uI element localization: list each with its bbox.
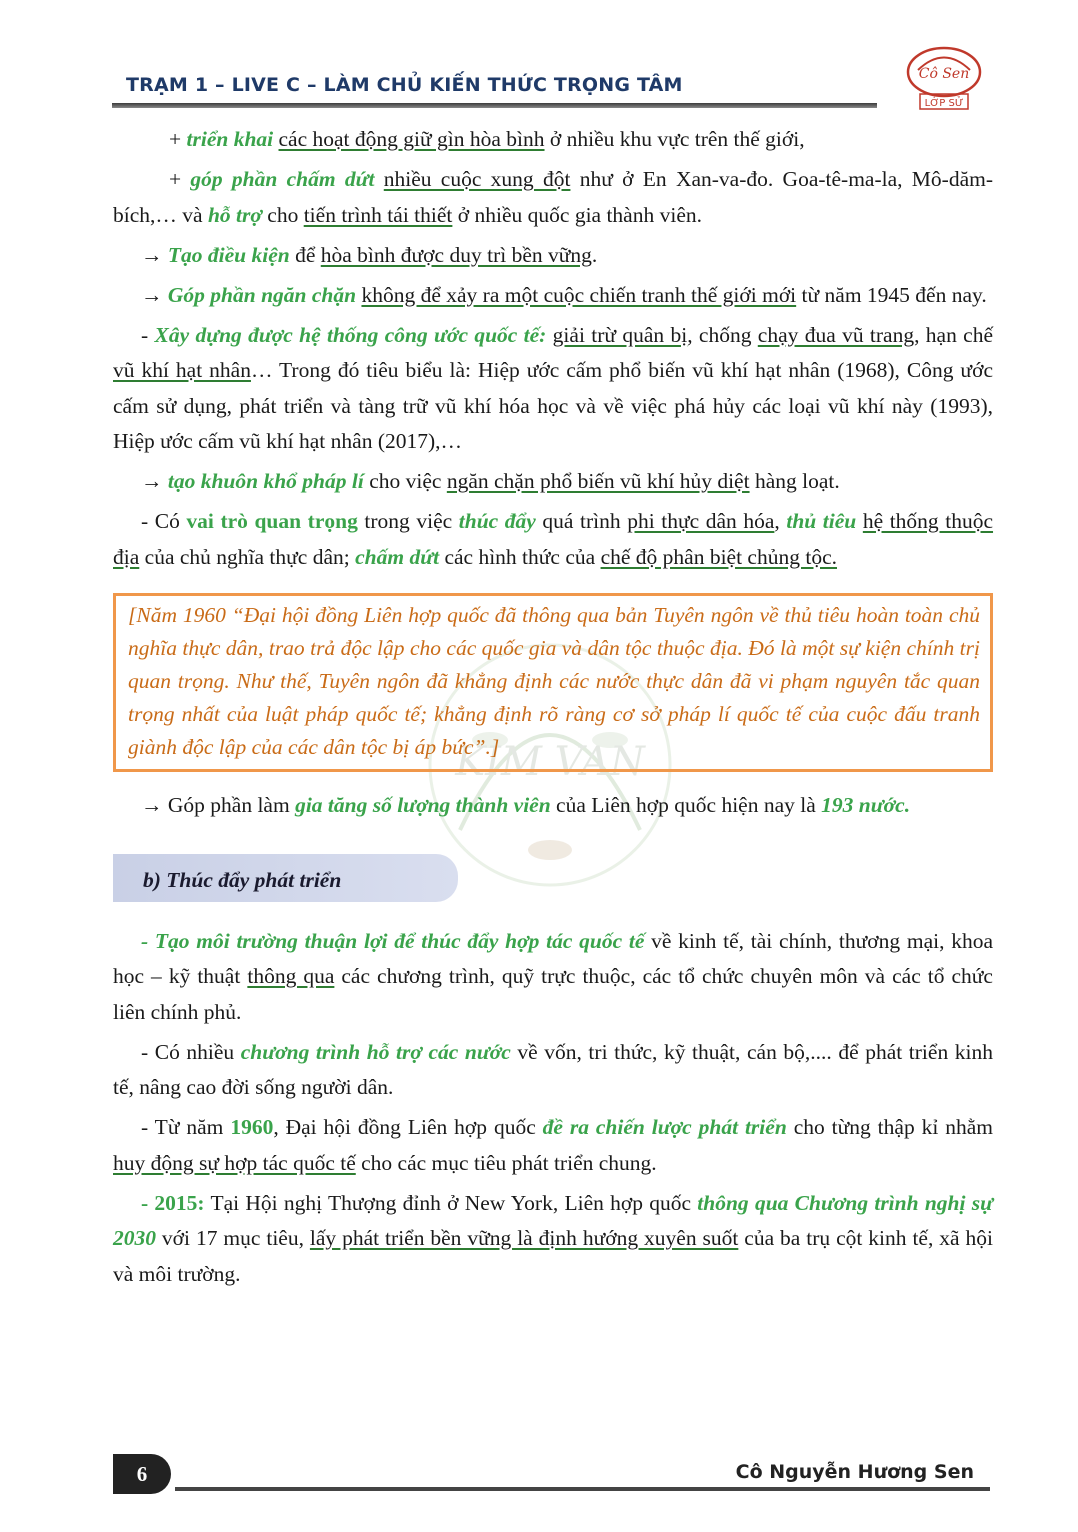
paragraph: - Tạo môi trường thuận lợi để thúc đẩy hợp tác quốc tế về kinh tế, tài chính, thương mại, khoa học – kỹ thuật thông qua các chương trình, quỹ trực thuộc, các tổ chức chuyên môn và các tổ chức liên chính phủ. [113, 928, 994, 1024]
paragraph: → Tạo điều kiện để hòa bình được duy trì bền vững. [141, 242, 598, 267]
paragraph: + góp phần chấm dứt nhiều cuộc xung đột như ở En Xan-va-đo. Goa-tê-ma-la, Mô-dăm-bích,… và hỗ trợ cho tiến trình tái thiết ở nhiều quốc gia thành viên. [113, 167, 993, 227]
paragraph: → Góp phần làm gia tăng số lượng thành viên của Liên hợp quốc hiện nay là 193 nước. [141, 793, 911, 817]
header-title: TRẠM 1 – LIVE C – LÀM CHỦ KIẾN THỨC TRỌNG TÂM [126, 74, 683, 96]
paragraph: - Xây dựng được hệ thống công ước quốc tế: giải trừ quân bị, chống chạy đua vũ trang, hạn chế vũ khí hạt nhân… Trong đó tiêu biểu là: Hiệp ước cấm phổ biến vũ khí hạt nhân (1968), Công ước cấm sử dụng, phát triển và tàng trữ vũ khí hóa học và về việc phá hủy các loại vũ khí này (1993), Hiệp ước cấm vũ khí hạt nhân (2017),… [113, 322, 993, 453]
logo-brand-text: Cô Sen [918, 66, 970, 82]
quote-box: [Năm 1960 “Đại hội đồng Liên hợp quốc đã thông qua bản Tuyên ngôn về thủ tiêu hoàn toàn chủ nghĩa thực dân, trao trả độc lập cho các quốc gia và dân tộc thuộc địa. Đó là một sự kiện chính trị quan trọng. Như thế, Tuyên ngôn đã khẳng định các nước thực dân đã vi phạm nguyên tắc quan trọng nhất của luật pháp quốc tế; khẳng định rõ ràng cơ sở pháp lí quốc tế của cuộc đấu tranh giành độc lập của các dân tộc bị áp bức”.] [113, 593, 993, 772]
paragraph: - Từ năm 1960, Đại hội đồng Liên hợp quốc đề ra chiến lược phát triển cho từng thập kỉ nhằm huy động sự hợp tác quốc tế cho các mục tiêu phát triển chung. [113, 1115, 994, 1175]
footer-author: Cô Nguyễn Hương Sen [735, 1461, 974, 1483]
paragraph: - Có vai trò quan trọng trong việc thúc đẩy quá trình phi thực dân hóa, thủ tiêu hệ thống thuộc địa của chủ nghĩa thực dân; chấm dứt các hình thức của chế độ phân biệt chủng tộc. [113, 509, 994, 569]
document-body [113, 122, 993, 1297]
paragraph: - Có nhiều chương trình hỗ trợ các nước về vốn, tri thức, kỹ thuật, cán bộ,.... để phát triển kinh tế, nâng cao đời sống người dân. [113, 1039, 993, 1099]
page-number: 6 [113, 1454, 171, 1494]
footer-divider [175, 1487, 990, 1491]
section-heading: b) Thúc đẩy phát triển [113, 854, 458, 902]
watermark-text: KIM VAN [455, 739, 645, 785]
header-divider [112, 103, 877, 108]
paragraph: → tạo khuôn khổ pháp lí cho việc ngăn chặn phổ biến vũ khí hủy diệt hàng loạt. [141, 469, 840, 493]
paragraph: + triển khai các hoạt động giữ gìn hòa bình ở nhiều khu vực trên thế giới, [169, 127, 805, 151]
logo-caption: LỚP SỬ [924, 98, 964, 109]
lop-su-logo [898, 40, 990, 112]
paragraph: - 2015: Tại Hội nghị Thượng đỉnh ở New York, Liên hợp quốc thông qua Chương trình nghị sự 2030 với 17 mục tiêu, lấy phát triển bền vững là định hướng xuyên suốt của ba trụ cột kinh tế, xã hội và môi trường. [113, 1190, 993, 1286]
paragraph: → Góp phần ngăn chặn không để xảy ra một cuộc chiến tranh thế giới mới từ năm 1945 đến nay. [141, 282, 987, 307]
